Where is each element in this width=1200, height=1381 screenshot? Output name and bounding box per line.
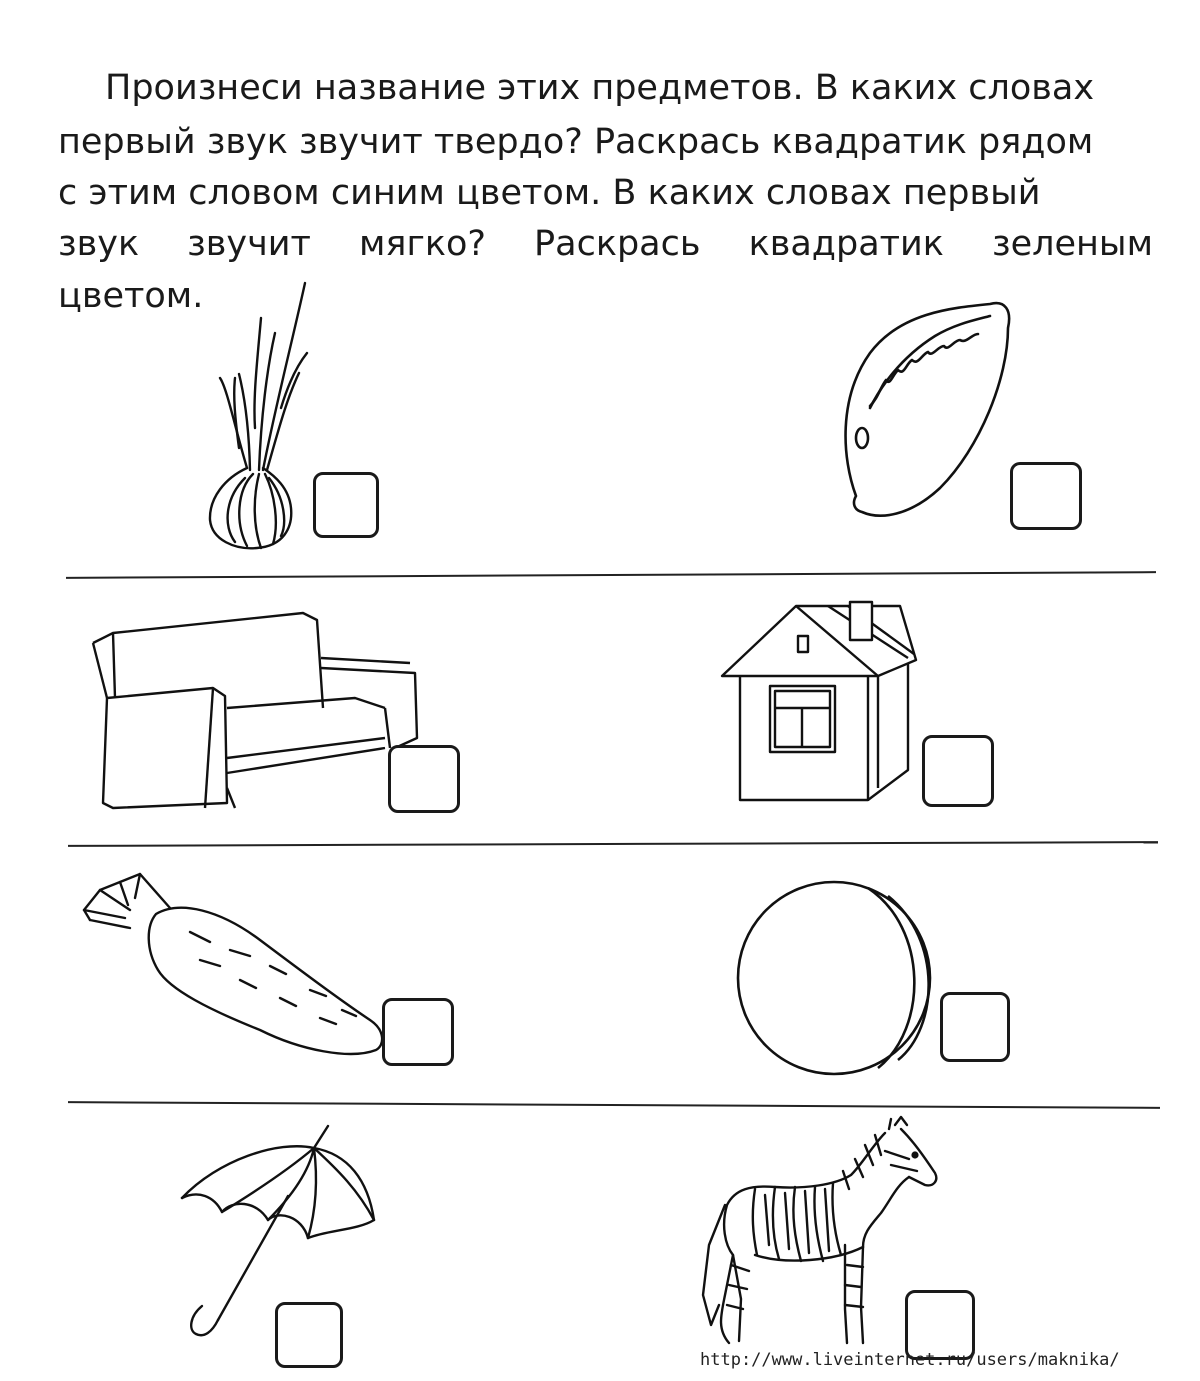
ball-answer-box[interactable] [940,992,1010,1062]
carrot-answer-box[interactable] [382,998,454,1066]
sofa-icon [85,608,425,818]
onion-icon [195,278,320,553]
lemon-answer-box[interactable] [1010,462,1082,530]
sofa-answer-box[interactable] [388,745,460,813]
instruction-line-3: с этим словом синим цветом. В каких словах первый [58,173,1041,213]
house-icon [718,598,918,803]
instruction-line-5: цветом. [58,276,204,316]
instruction-word: звук [58,224,140,264]
onion-answer-box[interactable] [313,472,379,538]
instruction-line-4 [58,224,1153,264]
lemon-icon [840,298,1015,523]
carrot-icon [80,870,390,1070]
source-url: http://www.liveinternet.ru/users/maknika/ [700,1350,1120,1370]
instruction-word: Раскрась [534,224,701,264]
row-divider [66,571,1156,579]
instruction-line-2: первый звук звучит твердо? Раскрась квадратик рядом [58,122,1094,162]
instruction-word: звучит [187,224,311,264]
instruction-word: квадратик [748,224,944,264]
row-divider [68,1101,1160,1109]
umbrella-answer-box[interactable] [275,1302,343,1368]
instruction-text [0,0,1200,330]
instruction-word: зеленым [992,224,1153,264]
instruction-line-1: Произнеси название этих предметов. В каких словах [105,68,1095,108]
ball-icon [728,878,943,1078]
row-divider [68,841,1158,847]
house-answer-box[interactable] [922,735,994,807]
instruction-word: мягко? [358,224,486,264]
